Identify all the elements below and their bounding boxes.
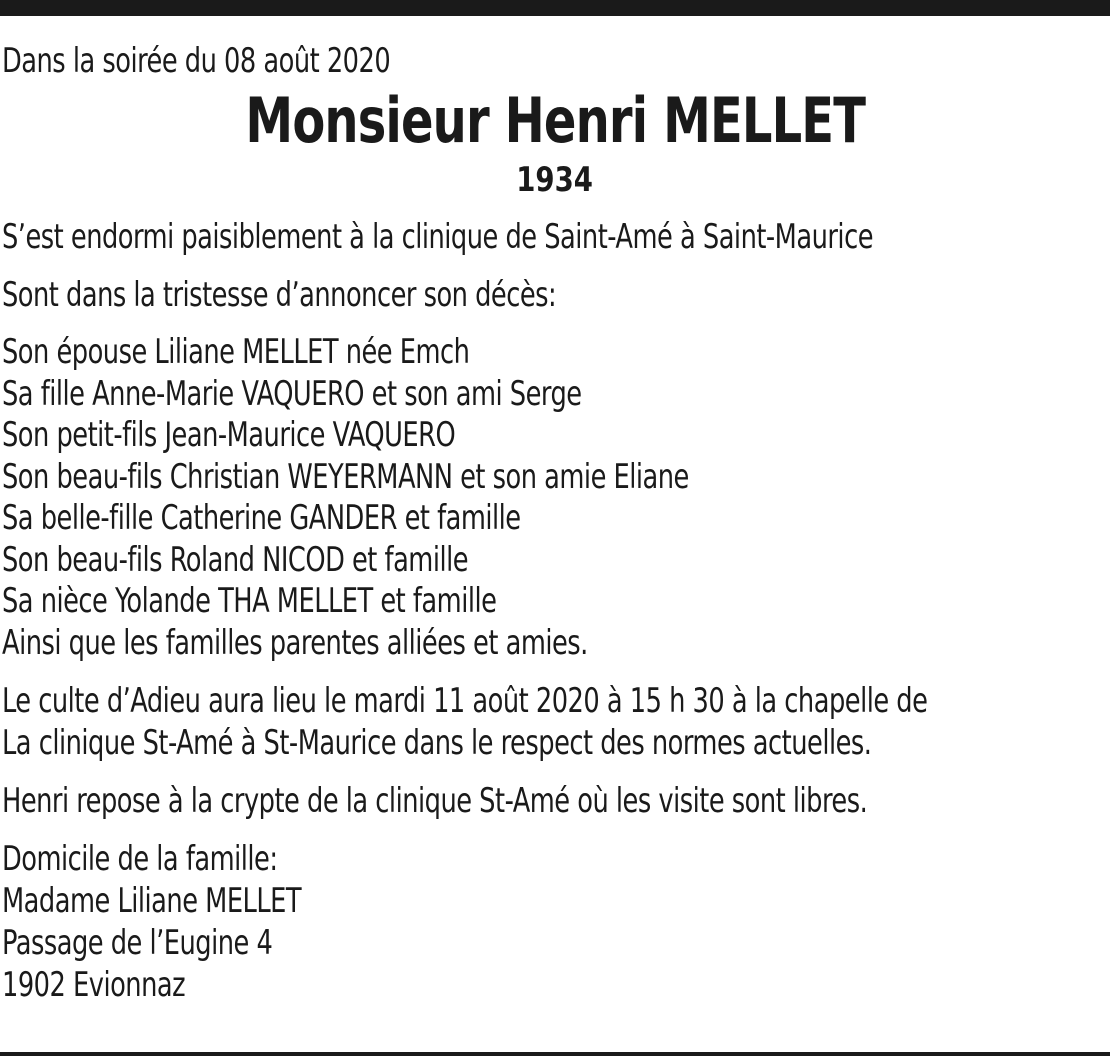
family-line: Ainsi que les familles parentes alliées et amies.: [2, 622, 588, 663]
announce-paragraph: [2, 274, 1108, 316]
family-list: [2, 332, 1108, 664]
birth-year: 1934: [516, 160, 594, 200]
passing-text: S’est endormi paisiblement à la clinique de Saint-Amé à Saint-Maurice: [2, 217, 874, 257]
family-line: Son beau-fils Christian WEYERMANN et son amie Eliane: [2, 456, 689, 497]
family-line: Son épouse Liliane MELLET née Emch: [2, 332, 470, 372]
deceased-name: Monsieur Henri MELLET: [245, 84, 865, 157]
ceremony-paragraph: [2, 680, 1108, 764]
family-line: Sa nièce Yolande THA MELLET et famille: [2, 581, 497, 621]
visit-text: Henri repose à la crypte de la clinique St-Amé où les visite sont libres.: [2, 781, 868, 821]
domicile-line: 1902 Evionnaz: [2, 965, 186, 1005]
announce-text: Sont dans la tristesse d’annoncer son décès:: [2, 275, 557, 315]
family-line: Son beau-fils Roland NICOD et famille: [2, 539, 469, 580]
bottom-rule: [0, 1052, 1110, 1056]
visit-paragraph: [2, 780, 1108, 822]
top-rule: [0, 0, 1110, 16]
domicile-block: [2, 838, 1108, 1006]
domicile-line: Madame Liliane MELLET: [2, 881, 302, 921]
date-line: Dans la soirée du 08 août 2020: [2, 41, 391, 81]
domicile-line: Domicile de la famille:: [2, 839, 278, 879]
ceremony-line: Le culte d’Adieu aura lieu le mardi 11 août 2020 à 15 h 30 à la chapelle de: [2, 681, 928, 721]
passing-paragraph: [2, 216, 1108, 258]
family-line: Sa belle-fille Catherine GANDER et famille: [2, 498, 521, 538]
obituary-notice: [2, 40, 1108, 1006]
ceremony-line: La clinique St-Amé à St-Maurice dans le respect des normes actuelles.: [2, 723, 872, 763]
domicile-line: Passage de l’Eugine 4: [2, 923, 273, 963]
family-line: Son petit-fils Jean-Maurice VAQUERO: [2, 415, 456, 455]
family-line: Sa fille Anne-Marie VAQUERO et son ami Serge: [2, 373, 582, 414]
